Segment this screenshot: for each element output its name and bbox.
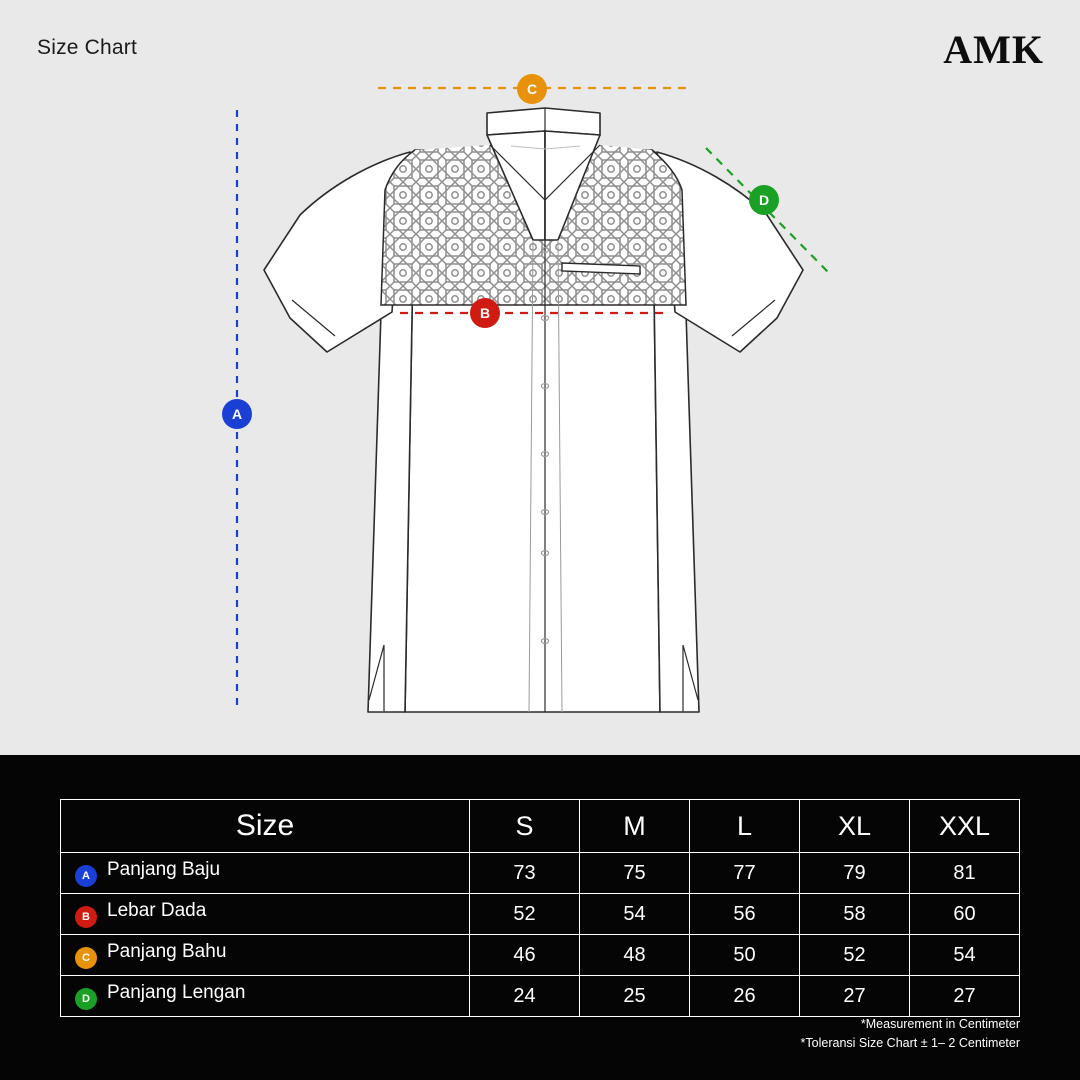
- cell-a-m: 75: [580, 853, 690, 894]
- cell-c-l: 50: [690, 935, 800, 976]
- column-header-m: M: [580, 800, 690, 853]
- cell-b-xxl: 60: [910, 894, 1020, 935]
- marker-badge-b: B: [470, 298, 500, 328]
- row-text-b: Lebar Dada: [107, 900, 207, 921]
- row-label-c: [61, 935, 470, 976]
- footnotes: [801, 1015, 1020, 1053]
- cell-a-l: 77: [690, 853, 800, 894]
- table-row: [61, 894, 1020, 935]
- footnote-tolerance: *Toleransi Size Chart ± 1– 2 Centimeter: [800, 1035, 1020, 1050]
- size-table: [60, 799, 1020, 1017]
- marker-badge-a: A: [222, 399, 252, 429]
- cell-a-s: 73: [470, 853, 580, 894]
- cell-d-s: 24: [470, 976, 580, 1017]
- table-row: [61, 853, 1020, 894]
- cell-b-m: 54: [580, 894, 690, 935]
- cell-b-s: 52: [470, 894, 580, 935]
- cell-b-xl: 58: [800, 894, 910, 935]
- cell-c-m: 48: [580, 935, 690, 976]
- cell-a-xl: 79: [800, 853, 910, 894]
- column-header-s: S: [470, 800, 580, 853]
- footnote-measurement-unit: *Measurement in Centimeter: [860, 1017, 1020, 1031]
- cell-a-xxl: 81: [910, 853, 1020, 894]
- row-text-c: Panjang Bahu: [107, 941, 227, 962]
- marker-dot-c: C: [75, 947, 97, 969]
- table-row: [61, 935, 1020, 976]
- cell-c-s: 46: [470, 935, 580, 976]
- table-row: [61, 976, 1020, 1017]
- measurements-panel: [0, 755, 1080, 1080]
- cell-c-xxl: 54: [910, 935, 1020, 976]
- brand-logo: AMK: [943, 27, 1044, 72]
- row-label-b: [61, 894, 470, 935]
- cell-d-l: 26: [690, 976, 800, 1017]
- cell-d-m: 25: [580, 976, 690, 1017]
- row-text-d: Panjang Lengan: [107, 982, 246, 1003]
- cell-b-l: 56: [690, 894, 800, 935]
- column-header-xxl: XXL: [910, 800, 1020, 853]
- table-header-row: [61, 800, 1020, 853]
- page-title: Size Chart: [37, 36, 138, 59]
- marker-dot-a: A: [75, 865, 97, 887]
- column-header-xl: XL: [800, 800, 910, 853]
- row-text-a: Panjang Baju: [107, 859, 221, 880]
- row-label-a: [61, 853, 470, 894]
- marker-dot-b: B: [75, 906, 97, 928]
- marker-badge-d: D: [749, 185, 779, 215]
- marker-badge-c: C: [517, 74, 547, 104]
- cell-d-xxl: 27: [910, 976, 1020, 1017]
- cell-d-xl: 27: [800, 976, 910, 1017]
- cell-c-xl: 52: [800, 935, 910, 976]
- table-corner-label: Size: [61, 800, 470, 853]
- marker-dot-d: D: [75, 988, 97, 1010]
- column-header-l: L: [690, 800, 800, 853]
- row-label-d: [61, 976, 470, 1017]
